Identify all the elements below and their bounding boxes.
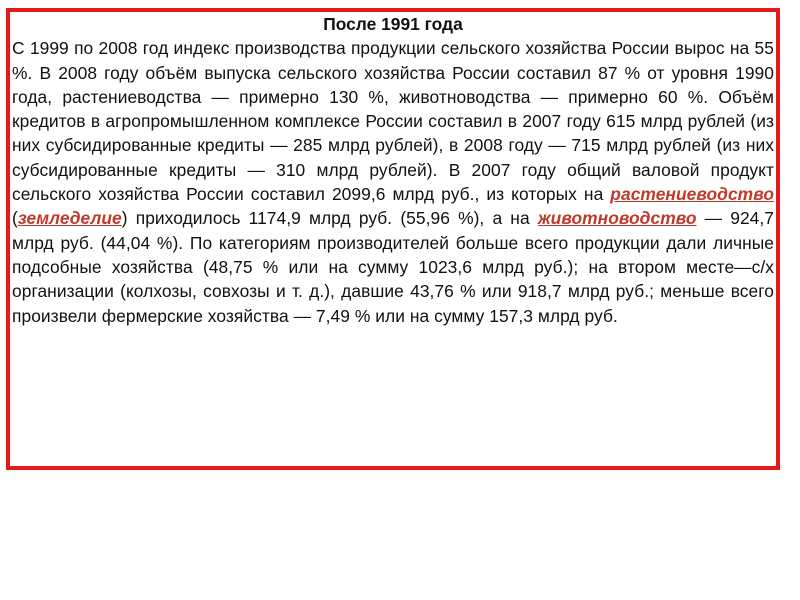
- link-zemledelie[interactable]: земледелие: [17, 208, 122, 229]
- paragraph-text-2: (: [12, 208, 18, 229]
- body-paragraph: [12, 36, 774, 328]
- link-rastenievodstvo[interactable]: растениеводство: [610, 184, 774, 205]
- heading: После 1991 года: [323, 14, 463, 34]
- paragraph-text-1: С 1999 по 2008 год индекс производства продукции сельского хозяйства России вырос на 55 %. В 2008 году объём выпуска сельского хозяйства России составил 87 % от уровня 1990 года, растениеводства — примерно 130 %, животноводства — примерно 60 %. Объём кредитов в агропромышленном комплексе России составил в 2007 году 615 млрд рублей (из них субсидированные кредиты — 285 млрд рублей), в 2008 году — 715 млрд рублей (из них субсидированные кредиты — 310 млрд рублей). В 2007 году общий валовой продукт сельского хозяйства России составил 2099,6 млрд руб., из которых на: [12, 38, 774, 205]
- paragraph-text-4: — 924,7 млрд руб. (44,04 %). По категориям производителей больше всего продукции дали личные подсобные хозяйства (48,75 % или на сумму 1023,6 млрд руб.); на втором месте—с/х организации (колхозы, совхозы и т. д.), давшие 43,76 % или 918,7 млрд руб.; меньше всего произвели фермерские хозяйства — 7,49 % или на сумму 157,3 млрд руб.: [12, 208, 774, 326]
- paragraph-text-3: ) приходилось 1174,9 млрд руб. (55,96 %), а на: [121, 208, 538, 229]
- text-block: [12, 12, 774, 328]
- link-zhivotnovodstvo[interactable]: животноводство: [537, 208, 697, 229]
